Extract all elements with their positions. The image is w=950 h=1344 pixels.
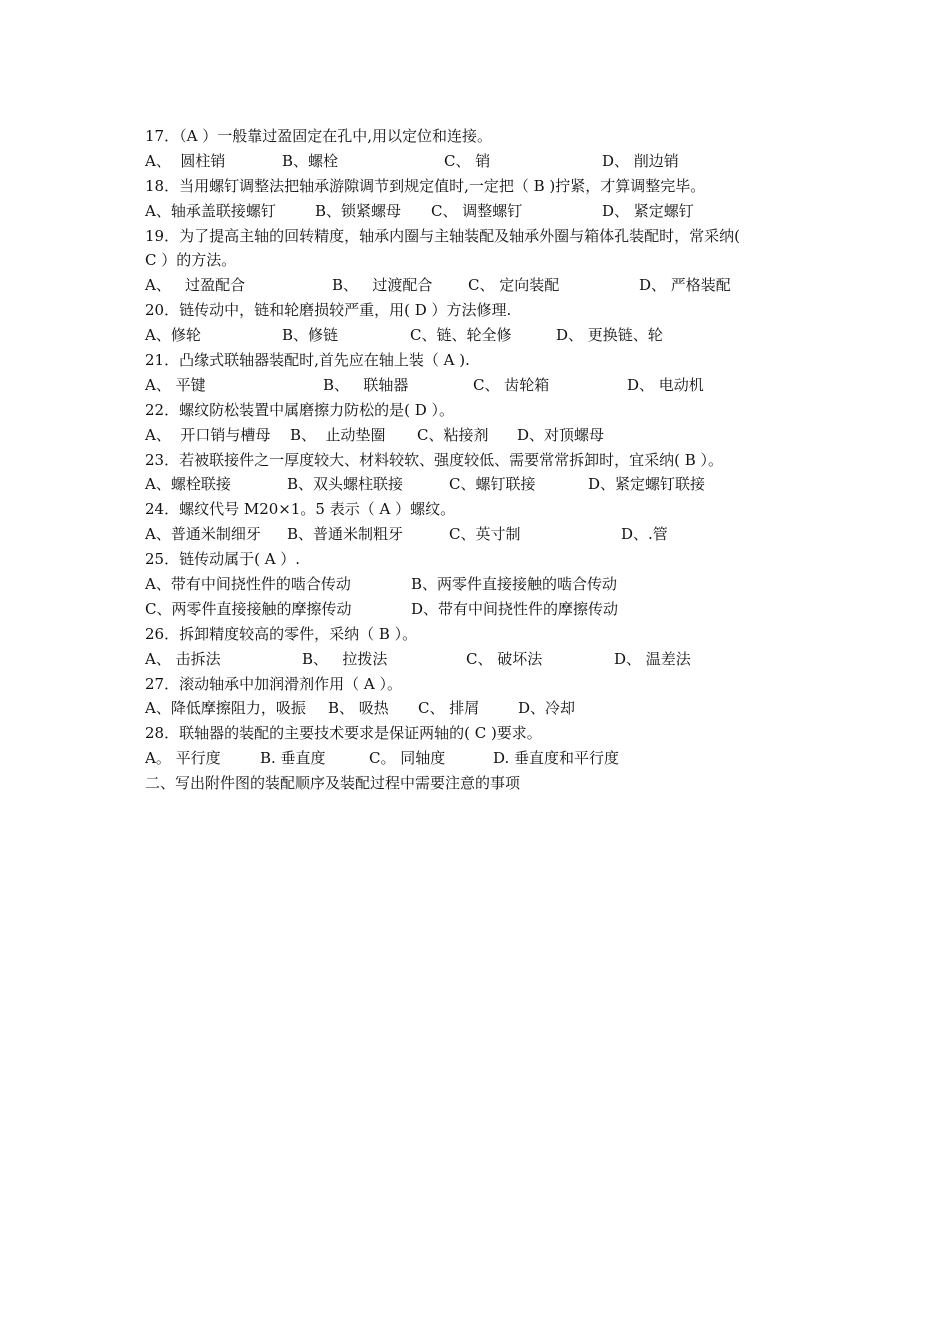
option-d: D、.管	[621, 525, 668, 544]
option-b: B、修链	[282, 326, 339, 345]
options-row	[145, 647, 825, 672]
option-d: D、紧定螺钉联接	[588, 475, 706, 494]
option-b: B、 拉拨法	[302, 649, 388, 668]
question-stem: 17．（A ）一般靠过盈固定在孔中,用以定位和连接。	[145, 127, 492, 145]
option-d: D、 削边销	[602, 151, 679, 170]
option-b: B、 吸热	[328, 699, 389, 718]
option-d: D、 电动机	[627, 375, 704, 394]
question-stem: 28．联轴器的装配的主要技术要求是保证两轴的( C )要求。	[145, 724, 542, 743]
options-row	[145, 273, 825, 298]
option-b: B、 联轴器	[323, 375, 409, 394]
question-stem: 23．若被联接件之一厚度较大、材料较软、强度较低、需要常常拆卸时，宜采纳( B ）。	[145, 450, 724, 469]
option-c: C。 同轴度	[369, 749, 446, 768]
question-stem-continued: C ）的方法。	[145, 251, 237, 270]
question-stem: 19．为了提高主轴的回转精度，轴承内圈与主轴装配及轴承外圈与箱体孔装配时，常采纳(	[145, 226, 740, 245]
option-a: A、螺栓联接	[145, 475, 231, 494]
option-d: D、 紧定螺钉	[602, 201, 694, 220]
option-d: D、 严格装配	[639, 276, 731, 295]
options-row	[145, 199, 825, 224]
options-row	[145, 373, 825, 398]
option-b: B、普通米制粗牙	[287, 525, 404, 544]
options-row	[145, 472, 825, 497]
option-c: C、链、轮全修	[410, 326, 512, 345]
option-d: D. 垂直度和平行度	[493, 749, 620, 768]
option-a: A。 平行度	[145, 749, 221, 768]
option-c: C、英寸制	[449, 525, 521, 544]
question-stem: 25．链传动属于( A ）.	[145, 550, 301, 569]
option-b: B、螺栓	[282, 151, 339, 170]
question-stem: 18．当用螺钉调整法把轴承游隙调节到规定值时,一定把（ B )拧紧，才算调整完毕。	[145, 176, 706, 195]
options-row	[145, 696, 825, 721]
option-b: B、 止动垫圈	[290, 425, 386, 444]
option-a: A、 圆柱销	[145, 151, 226, 170]
option-a: A、降低摩擦阻力，吸振	[145, 699, 306, 718]
option-d: D、 温差法	[614, 649, 691, 668]
section-heading: 二、写出附件图的装配顺序及装配过程中需要注意的事项	[145, 774, 521, 793]
option-b: B、双头螺柱联接	[287, 475, 404, 494]
option-a: A、 平键	[145, 375, 206, 394]
option-a: A、 过盈配合	[145, 276, 246, 295]
options-row	[145, 323, 825, 348]
option-d: D、带有中间挠性件的摩擦传动	[411, 599, 619, 618]
option-c: C、 齿轮箱	[473, 375, 550, 394]
question-stem: 24．螺纹代号 M20×1。5 表示（ A ）螺纹。	[145, 500, 456, 519]
question-stem: 27．滚动轴承中加润滑剂作用（ A ）。	[145, 674, 402, 693]
question-stem: 21．凸缘式联轴器装配时,首先应在轴上装（ A ).	[145, 351, 470, 370]
option-c: C、 定向装配	[468, 276, 560, 295]
option-a: A、轴承盖联接螺钉	[145, 201, 276, 220]
options-row	[145, 572, 825, 597]
question-stem: 20．链传动中，链和轮磨损较严重，用( D ）方法修理.	[145, 301, 512, 320]
question-stem: 26．拆卸精度较高的零件，采纳（ B ）。	[145, 624, 418, 643]
options-row	[145, 522, 825, 547]
option-a: A、修轮	[145, 326, 201, 345]
option-a: A、普通米制细牙	[145, 525, 261, 544]
option-d: D、对顶螺母	[517, 425, 605, 444]
option-c: C、螺钉联接	[449, 475, 536, 494]
option-a: A、 击拆法	[145, 649, 221, 668]
option-c: C、 调整螺钉	[431, 201, 523, 220]
option-c: C、 破坏法	[466, 649, 543, 668]
option-c: C、 销	[444, 151, 491, 170]
option-b: B、两零件直接接触的啮合传动	[411, 575, 618, 594]
options-row	[145, 746, 825, 771]
options-row	[145, 423, 825, 448]
option-a: A、带有中间挠性件的啮合传动	[145, 575, 351, 594]
option-c: C、两零件直接接触的摩擦传动	[145, 599, 352, 618]
options-row	[145, 597, 825, 622]
option-c: C、 排屑	[418, 699, 480, 718]
options-row	[145, 149, 825, 174]
option-d: D、 更换链、轮	[556, 326, 663, 345]
option-b: B、 过渡配合	[332, 276, 433, 295]
option-c: C、粘接剂	[417, 425, 489, 444]
option-d: D、冷却	[518, 699, 576, 718]
option-b: B. 垂直度	[260, 749, 326, 768]
option-b: B、锁紧螺母	[315, 201, 402, 220]
question-list	[145, 124, 825, 796]
question-stem: 22．螺纹防松装置中属磨擦力防松的是( D ）。	[145, 400, 455, 419]
option-a: A、 开口销与槽母	[145, 425, 271, 444]
